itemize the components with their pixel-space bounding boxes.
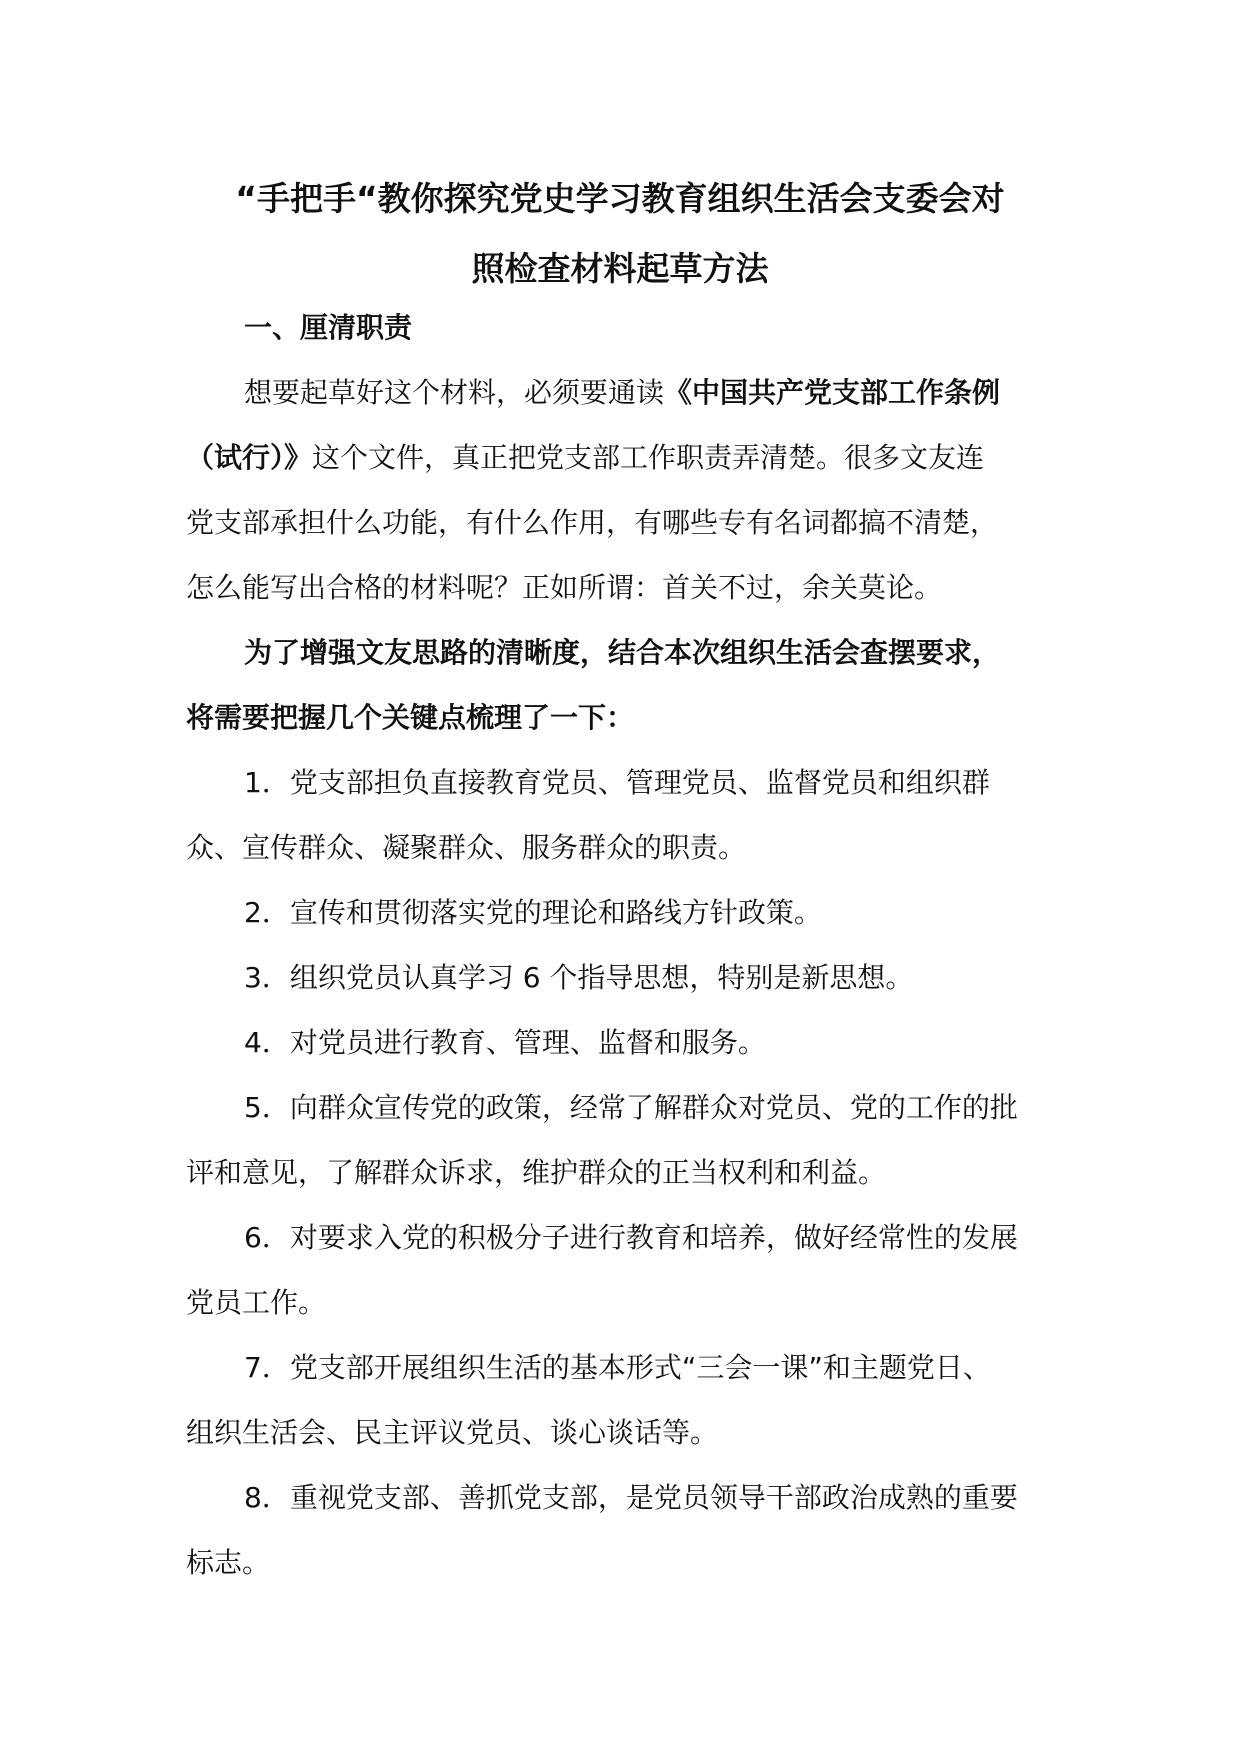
intro-paragraph-line-4: 怎么能写出合格的材料呢？正如所谓：首关不过，余关莫论。 [186,571,943,604]
list-item-3: 3．组织党员认真学习 6 个指导思想，特别是新思想。 [244,961,914,994]
list-item-7: 7．党支部开展组织生活的基本形式“三会一课”和主题党日、 [244,1351,991,1384]
list-item-5-cont: 评和意见，了解群众诉求，维护群众的正当权利和利益。 [186,1156,887,1189]
emphasis-line-2: 将需要把握几个关键点梳理了一下： [186,701,635,734]
title-line-2: 照检查材料起草方法 [471,249,769,288]
intro-paragraph-line-3: 党支部承担什么功能，有什么作用，有哪些专有名词都搞不清楚， [186,506,999,539]
list-item-6: 6．对要求入党的积极分子进行教育和培养，做好经常性的发展 [244,1221,1018,1254]
list-item-1-cont: 众、宣传群众、凝聚群众、服务群众的职责。 [186,831,747,864]
list-item-8: 8．重视党支部、善抓党支部，是党员领导干部政治成熟的重要 [244,1481,1018,1514]
document-body [186,295,1054,1595]
list-item-1: 1．党支部担负直接教育党员、管理党员、监督党员和组织群 [244,766,990,799]
list-item-8-cont: 标志。 [186,1546,271,1579]
emphasis-line-1: 为了增强文友思路的清晰度，结合本次组织生活会查摆要求， [244,636,1001,669]
list-item-5: 5．向群众宣传党的政策，经常了解群众对党员、党的工作的批 [244,1091,1018,1124]
intro-paragraph-line-1 [186,360,1054,425]
list-item-4: 4．对党员进行教育、管理、监督和服务。 [244,1026,766,1059]
document-title [186,164,1054,304]
intro-paragraph-line-2 [186,425,1054,490]
list-item-6-cont: 党员工作。 [186,1286,327,1319]
section-heading: 一、厘清职责 [244,311,413,344]
regulation-title: 《中国共产党支部工作条例 [664,376,1001,409]
list-item-7-cont: 组织生活会、民主评议党员、谈心谈话等。 [186,1416,719,1449]
intro-text: 这个文件，真正把党支部工作职责弄清楚。很多文友连 [312,441,985,474]
list-item-2: 2．宣传和贯彻落实党的理论和路线方针政策。 [244,896,822,929]
title-line-1: “手把手“教你探究党史学习教育组织生活会支委会对 [235,179,1005,218]
regulation-title-suffix: （试行）》 [186,441,313,474]
intro-text: 想要起草好这个材料，必须要通读 [244,376,665,409]
